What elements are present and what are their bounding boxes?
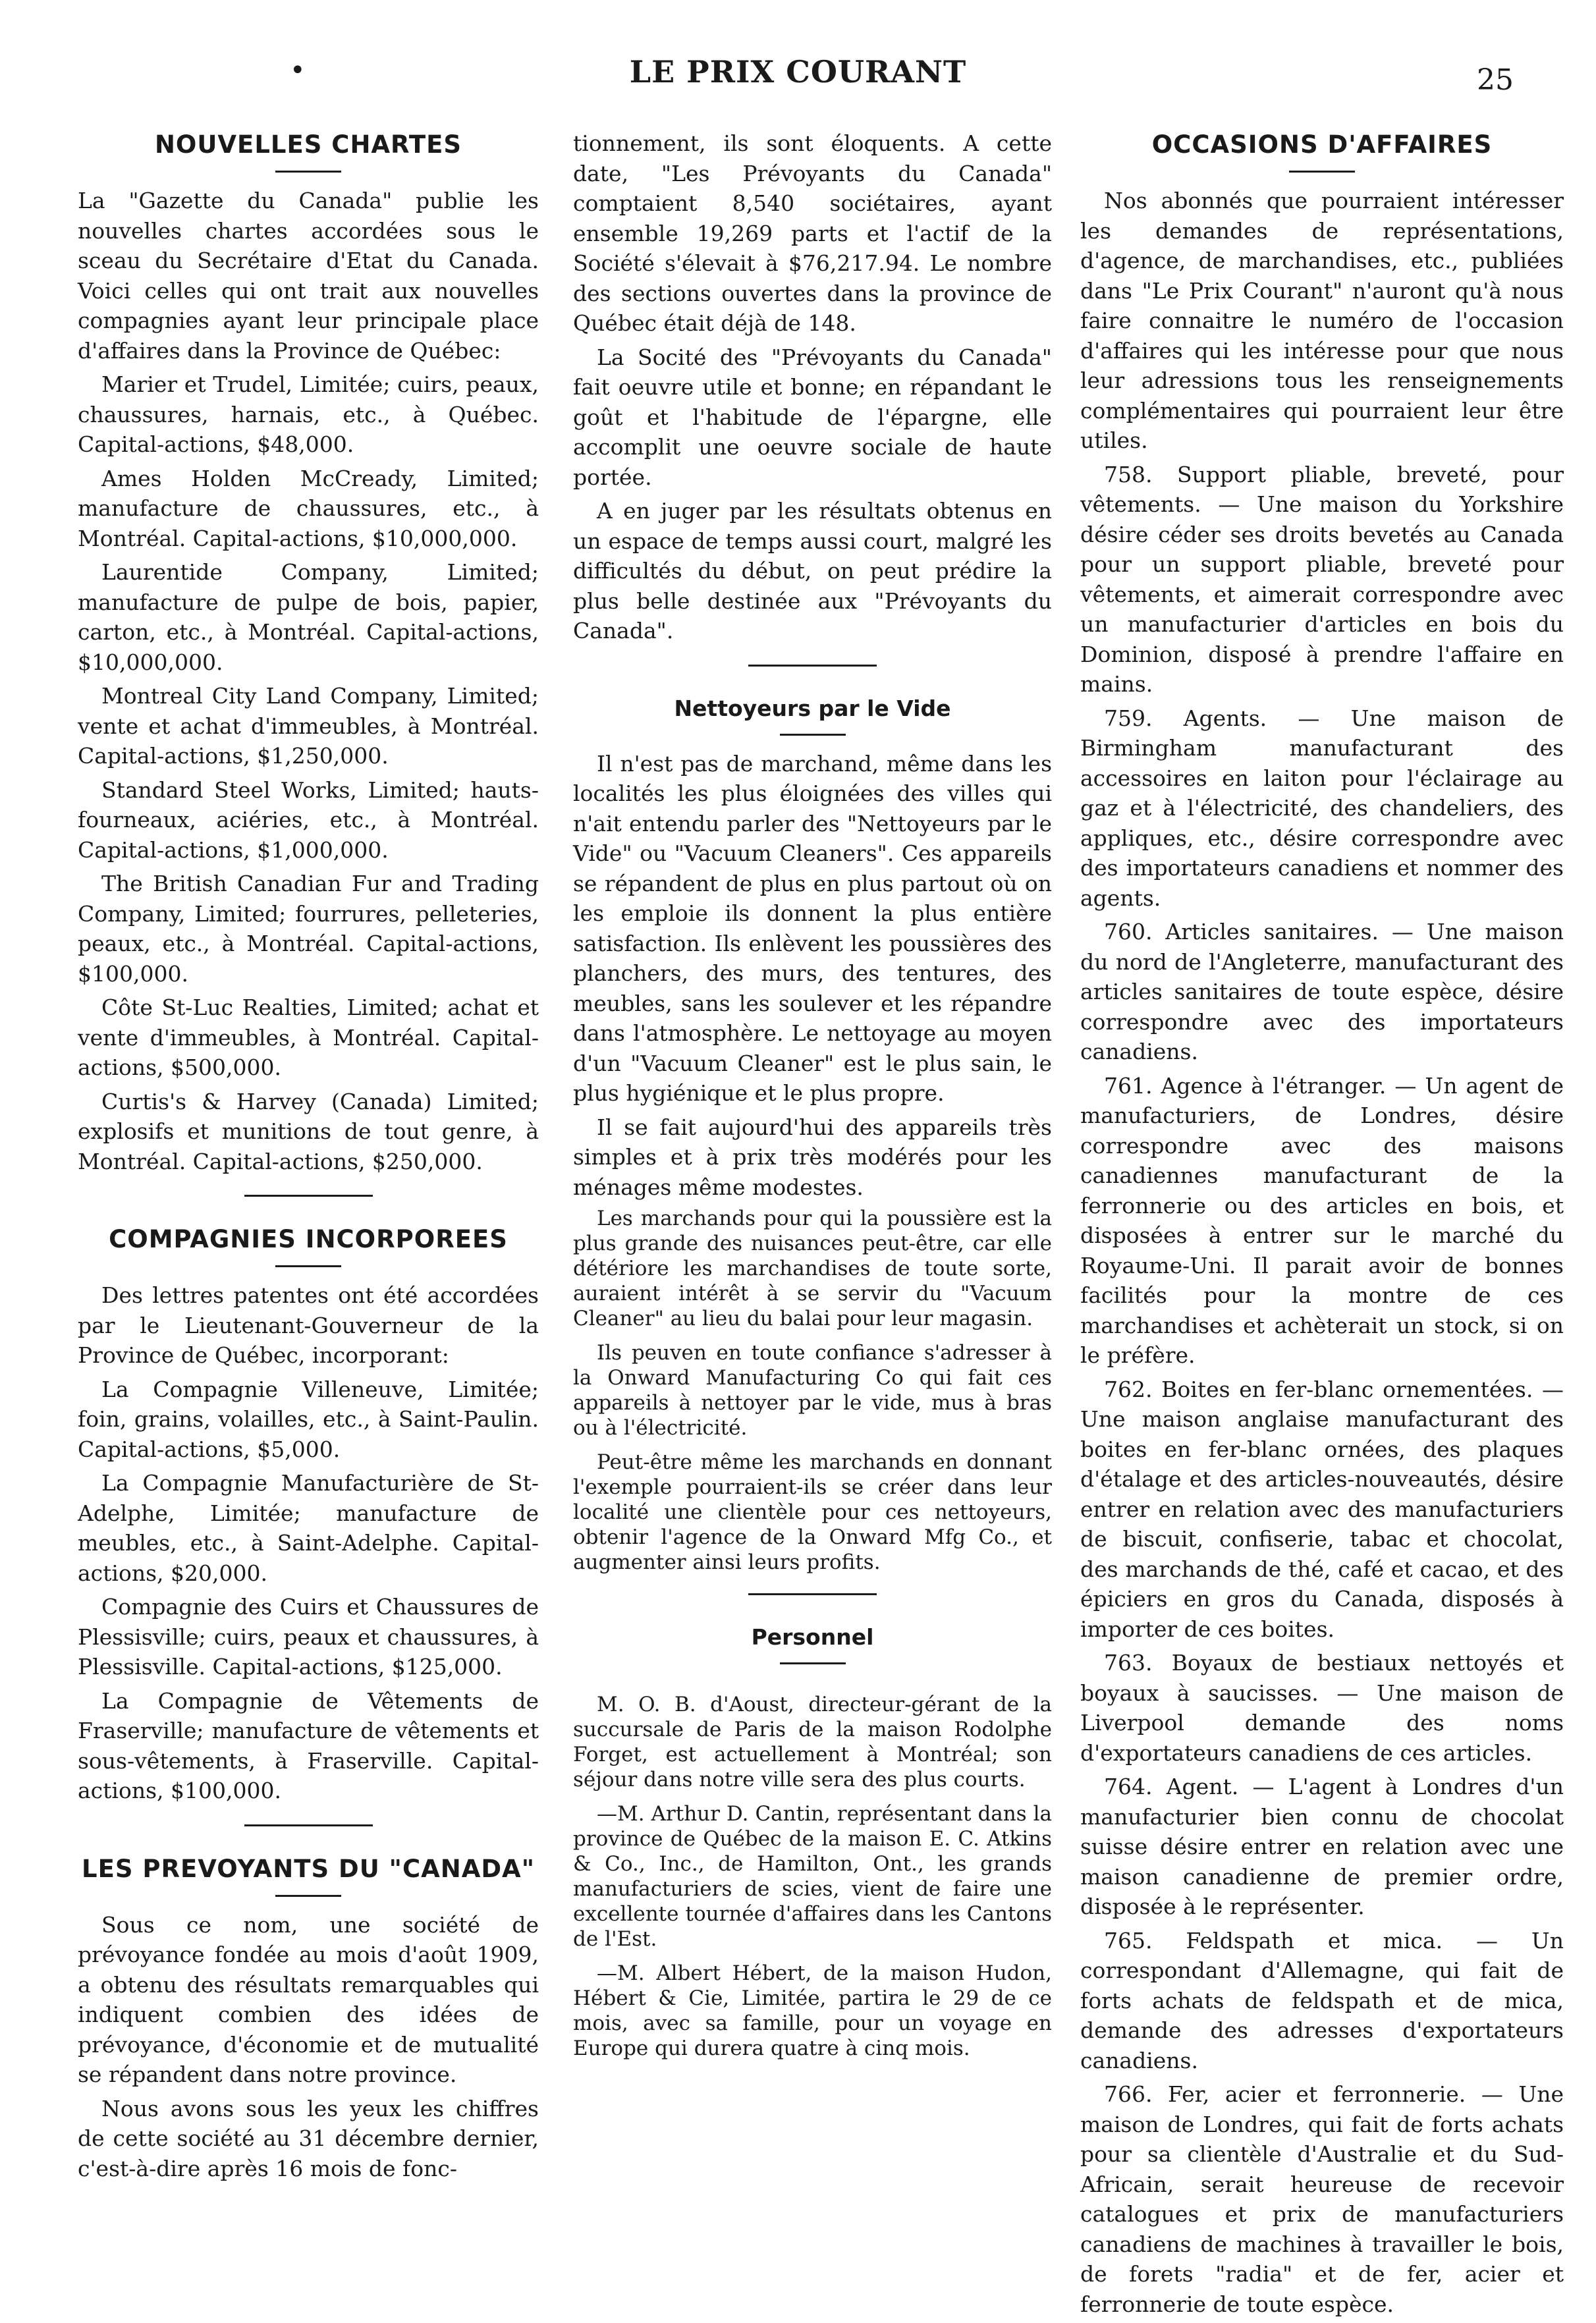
section-heading: OCCASIONS D'AFFAIRES: [1151, 130, 1493, 159]
section-prevoyants-continued: [573, 128, 1052, 646]
article-paragraph: Les marchands pour qui la poussière est la plus grande des nuisances peut-être, car elle détériore les marchandises de toute sorte, auraient intérêt à se servir du "Vacuum Cleaner" au lieu du balai pour leur magasin.: [573, 1207, 1052, 1330]
section-divider: [748, 1593, 877, 1595]
charter-entry: Laurentide Company, Limited; manufacture de pulpe de bois, papier, carton, etc., à Montréal. Capital-actions, $10,000,000.: [78, 559, 539, 675]
section-nettoyeurs: [573, 693, 1052, 1575]
section-heading: NOUVELLES CHARTES: [154, 130, 462, 159]
article-paragraph: A en juger par les résultats obtenus en un espace de temps aussi court, malgré les difficultés du début, on peut prédire la plus belle destinée aux "Prévoyants du Canada".: [573, 498, 1052, 643]
charter-entry: Marier et Trudel, Limitée; cuirs, peaux, chaussures, harnais, etc., à Québec. Capital-actions, $48,000.: [78, 371, 539, 457]
business-opportunity: 766. Fer, acier et ferronnerie. — Une maison de Londres, qui fait de forts achats pour sa clientèle d'Australie et du Sud-Africain, serait heureuse de recevoir catalogues et prix de manufacturiers canadiens de machines à travailler le bois, de forets "radia" et de fer, acier et ferronnerie de toute espèce.: [1080, 2081, 1564, 2317]
personnel-item: —M. Arthur D. Cantin, représentant dans la province de Québec de la maison E. C. Atkins & Co., Inc., de Hamilton, Ont., les grands manufacturiers de scies, vient de faire une excellente tournée d'affaires dans les Cantons de l'Est.: [573, 1802, 1052, 1951]
article-paragraph: Ils peuven en toute confiance s'adresser à la Onward Manufacturing Co qui fait ces appareils à nettoyer par le vide, mus à bras ou à l'électricité.: [573, 1341, 1052, 1440]
article-paragraph: La Socité des "Prévoyants du Canada" fait oeuvre utile et bonne; en répandant le goût et l'habitude de l'épargne, elle accomplit une oeuvre sociale de haute portée.: [573, 344, 1052, 490]
section-heading: LES PREVOYANTS DU "CANADA": [82, 1854, 535, 1883]
section-occasions-affaires: [1080, 128, 1564, 2319]
business-opportunity: 764. Agent. — L'agent à Londres d'un manufacturier bien connu de chocolat suisse désire entrer en relation avec une maison canadienne de premier ordre, disposée à le représenter.: [1080, 1774, 1564, 1919]
article-paragraph: tionnement, ils sont éloquents. A cette date, "Les Prévoyants du Canada" comptaient 8,540 sociétaires, ayant ensemble 19,269 parts et l'actif de la Société s'élevait à $76,217.94. Le nombre des sections ouvertes dans la province de Québec était déjà de 148.: [573, 130, 1052, 336]
article-paragraph: Nos abonnés que pourraient intéresser les demandes de représentations, d'agence, de marchandises, etc., publiées dans "Le Prix Courant" n'auront qu'à nous faire connaitre le numéro de l'occasion d'affaires qui les intéresse pour que nous leur adressions tous les renseignements complémentaires qui pourraient leur être utiles.: [1080, 188, 1564, 453]
article-paragraph: Nous avons sous les yeux les chiffres de cette société au 31 décembre dernier, c'est-à-dire après 16 mois de fonc-: [78, 2095, 539, 2181]
column-middle: [573, 128, 1052, 2070]
section-personnel: [573, 1622, 1052, 2061]
header-dot: •: [290, 55, 306, 86]
business-opportunity: 760. Articles sanitaires. — Une maison du nord de l'Angleterre, manufacturant des articles sanitaires de toute espèce, désire correspondre avec des importateurs canadiens.: [1080, 919, 1564, 1064]
charter-entry: Montreal City Land Company, Limited; vente et achat d'immeubles, à Montréal. Capital-actions, $1,250,000.: [78, 683, 539, 769]
divider: [275, 1265, 341, 1267]
charter-entry: The British Canadian Fur and Trading Company, Limited; fourrures, pelleteries, peaux, etc., à Montréal. Capital-actions, $100,000.: [78, 871, 539, 987]
page-number: 25: [1477, 63, 1514, 97]
business-opportunity: 763. Boyaux de bestiaux nettoyés et boyaux à saucisses. — Une maison de Liverpool demande des noms d'exportateurs canadiens de ces articles.: [1080, 1650, 1564, 1766]
article-paragraph: Des lettres patentes ont été accordées par le Lieutenant-Gouverneur de la Province de Québec, incorporant:: [78, 1282, 539, 1368]
divider: [780, 1662, 846, 1664]
business-opportunity: 765. Feldspath et mica. — Un correspondant d'Allemagne, qui fait de forts achats de feldspath et de mica, demande des adresses d'exportateurs canadiens.: [1080, 1927, 1564, 2073]
section-divider: [748, 665, 877, 667]
section-heading: COMPAGNIES INCORPOREES: [109, 1225, 508, 1253]
section-divider: [244, 1824, 373, 1826]
section-divider: [244, 1195, 373, 1197]
charter-entry: Ames Holden McCready, Limited; manufacture de chaussures, etc., à Montréal. Capital-actions, $10,000,000.: [78, 465, 539, 551]
business-opportunity: 759. Agents. — Une maison de Birmingham manufacturant des accessoires en laiton pour l'éclairage au gaz et à l'électricité, des chandeliers, des appliques, etc., désire correspondre avec des importateurs canadiens et nommer des agents.: [1080, 705, 1564, 911]
column-left: [78, 128, 539, 2187]
article-paragraph: Il se fait aujourd'hui des appareils très simples et à prix très modérés pour les ménages même modestes.: [573, 1114, 1052, 1200]
personnel-item: —M. Albert Hébert, de la maison Hudon, Hébert & Cie, Limitée, partira le 29 de ce mois, avec sa famille, pour un voyage en Europe qui durera quatre à cinq mois.: [573, 1961, 1052, 2060]
column-right: [1080, 128, 1564, 2323]
charter-entry: Standard Steel Works, Limited; hauts-fourneaux, aciéries, etc., à Montréal. Capital-actions, $1,000,000.: [78, 777, 539, 863]
company-entry: Compagnie des Cuirs et Chaussures de Plessisville; cuirs, peaux et chaussures, à Plessisville. Capital-actions, $125,000.: [78, 1594, 539, 1680]
company-entry: La Compagnie Villeneuve, Limitée; foin, grains, volailles, etc., à Saint-Paulin. Capital-actions, $5,000.: [78, 1376, 539, 1462]
section-compagnies-incorporees: [78, 1223, 539, 1806]
business-opportunity: 758. Support pliable, breveté, pour vêtements. — Une maison du Yorkshire désire céder ses droits bevetés au Canada pour un support pliable, breveté pour vêtements, et aimerait correspondre avec un manufacturier d'articles en bois du Dominion, disposé à prendre l'affaire en mains.: [1080, 461, 1564, 697]
charter-entry: Côte St-Luc Realties, Limited; achat et vente d'immeubles, à Montréal. Capital-actions, $500,000.: [78, 995, 539, 1080]
divider: [1289, 171, 1355, 173]
article-paragraph: La "Gazette du Canada" publie les nouvelles chartes accordées sous le sceau du Secrétaire d'Etat du Canada. Voici celles qui ont trait aux nouvelles compagnies ayant leur principale place d'affaires dans la Province de Québec:: [78, 188, 539, 364]
page-title: LE PRIX COURANT: [629, 54, 967, 90]
article-paragraph: Il n'est pas de marchand, même dans les localités les plus éloignées des villes qui n'ait entendu parler des "Nettoyeurs par le Vide" ou "Vacuum Cleaners". Ces appareils se répandent de plus en plus partout où on les emploie ils donnent la plus entière satisfaction. Ils enlèvent les poussières des planchers, des murs, des tentures, des meubles, sans les soulever et les répandre dans l'atmosphère. Le nettoyage au moyen d'un "Vacuum Cleaner" est le plus sain, le plus hygiénique et le plus propre.: [573, 750, 1052, 1106]
charter-entry: Curtis's & Harvey (Canada) Limited; explosifs et munitions de tout genre, à Montréal. Capital-actions, $250,000.: [78, 1088, 539, 1174]
article-paragraph: Sous ce nom, une société de prévoyance fondée au mois d'août 1909, a obtenu des résultats remarquables qui indiquent combien des idées de prévoyance, d'économie et de mutualité se répandent dans notre province.: [78, 1911, 539, 2087]
company-entry: La Compagnie Manufacturière de St-Adelphe, Limitée; manufacture de meubles, etc., à Saint-Adelphe. Capital-actions, $20,000.: [78, 1470, 539, 1586]
section-nouvelles-chartes: [78, 128, 539, 1176]
business-opportunity: 761. Agence à l'étranger. — Un agent de manufacturiers, de Londres, désire correspondre avec des maisons canadiennes manufacturant de la ferronnerie ou des articles en bois, et disposées à entrer sur le marché du Royaume-Uni. Il parait avoir de bonnes facilités pour la montre de ces marchandises et achèterait un stock, si on le préfère.: [1080, 1072, 1564, 1368]
company-entry: La Compagnie de Vêtements de Fraserville; manufacture de vêtements et sous-vêtements, à Fraserville. Capital-actions, $100,000.: [78, 1687, 539, 1803]
section-heading: Nettoyeurs par le Vide: [674, 695, 951, 721]
section-heading: Personnel: [751, 1624, 874, 1650]
article-paragraph: Peut-être même les marchands en donnant l'exemple pourraient-ils se créer dans leur localité une clientèle pour ces nettoyeurs, obtenir l'agence de la Onward Mfg Co., et augmenter ainsi leurs profits.: [573, 1450, 1052, 1574]
personnel-item: M. O. B. d'Aoust, directeur-gérant de la succursale de Paris de la maison Rodolphe Forget, est actuellement à Montréal; son séjour dans notre ville sera des plus courts.: [573, 1693, 1052, 1791]
divider: [275, 1895, 341, 1897]
divider: [780, 734, 846, 736]
business-opportunity: 762. Boites en fer-blanc ornementées. — Une maison anglaise manufacturant des boites en fer-blanc ornées, des plaques d'étalage et des articles-nouveautés, désire entrer en relation avec des manufacturiers de biscuit, confiserie, tabac et chocolat, des marchands de thé, café et cacao, et des épiciers en gros du Canada, disposés à importer de ces boites.: [1080, 1376, 1564, 1642]
section-prevoyants: [78, 1853, 539, 2184]
divider: [275, 171, 341, 173]
